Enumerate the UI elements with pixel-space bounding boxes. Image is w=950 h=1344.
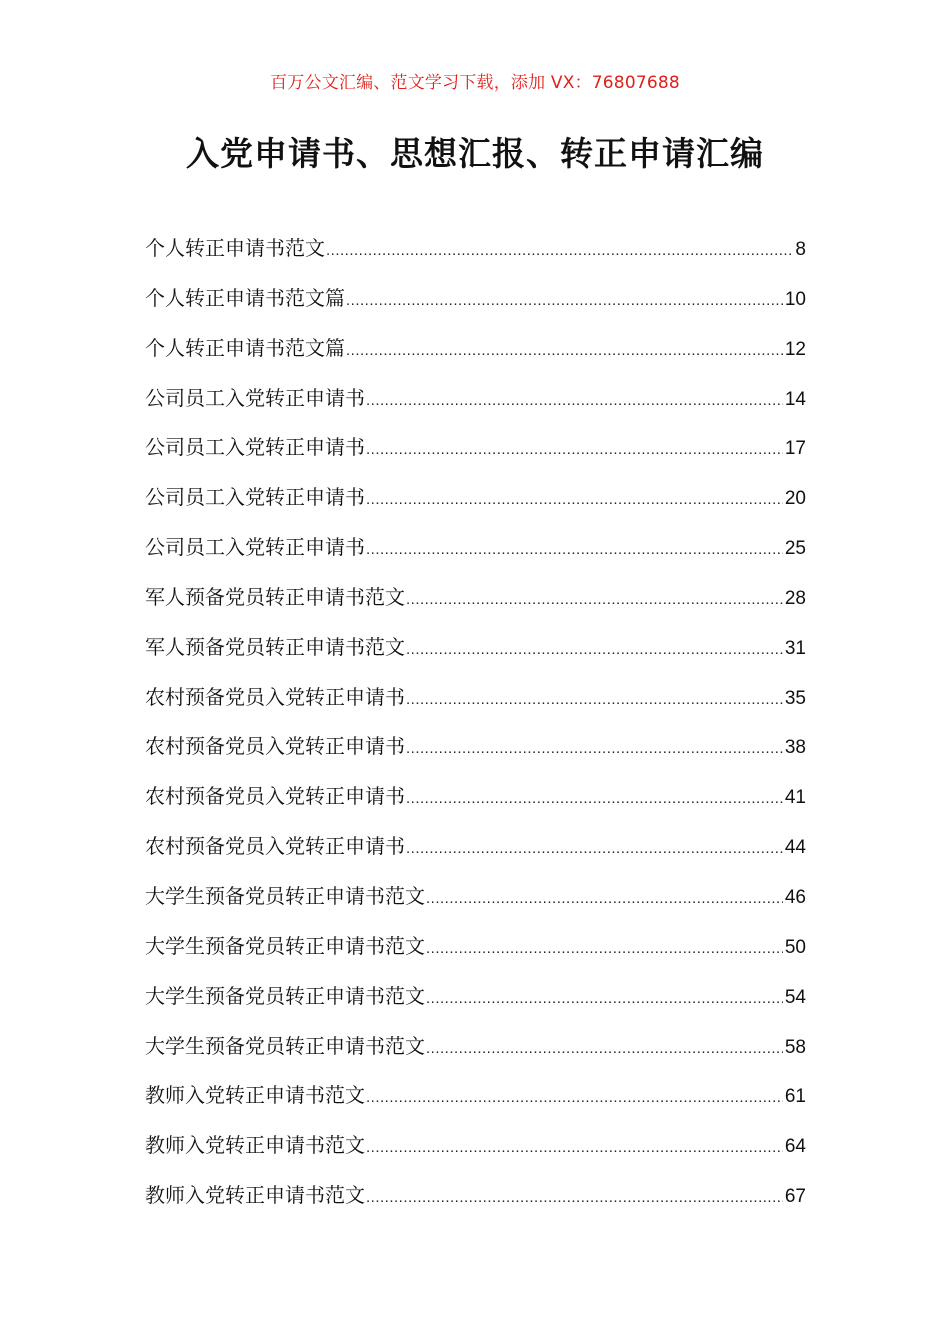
toc-entry-title: 公司员工入党转正申请书 (145, 535, 365, 560)
toc-entry[interactable] (145, 976, 806, 1026)
toc-dot-leader (346, 331, 783, 371)
toc-entry-page: 58 (784, 1036, 806, 1058)
toc-entry-page: 10 (784, 288, 806, 310)
header-note: 百万公文汇编、范文学习下载，添加 VX：76807688 (270, 73, 680, 93)
toc-entry-title: 军人预备党员转正申请书范文 (145, 584, 405, 609)
toc-entry-page: 25 (784, 538, 806, 560)
toc-entry-page: 14 (784, 388, 806, 410)
toc-entry-title: 教师入党转正申请书范文 (145, 1083, 365, 1108)
toc-entry-page: 54 (784, 986, 806, 1008)
toc-dot-leader (366, 480, 783, 520)
toc-entry[interactable] (145, 228, 806, 278)
toc-entry-page: 41 (784, 787, 806, 809)
toc-entry[interactable] (145, 1125, 806, 1175)
toc-entry[interactable] (145, 677, 806, 727)
toc-dot-leader (406, 779, 783, 819)
toc-entry-page: 17 (784, 438, 806, 460)
toc-entry-page: 12 (784, 338, 806, 360)
toc-entry-page: 50 (784, 936, 806, 958)
toc-dot-leader (406, 630, 783, 670)
toc-entry-title: 教师入党转正申请书范文 (145, 1133, 365, 1158)
toc-dot-leader (366, 530, 783, 570)
toc-entry[interactable] (145, 1026, 806, 1076)
toc-entry-page: 61 (784, 1086, 806, 1108)
toc-entry-page: 64 (784, 1136, 806, 1158)
toc-entry-title: 个人转正申请书范文篇 (145, 285, 345, 310)
toc-dot-leader (426, 929, 783, 969)
toc-entry-title: 农村预备党员入党转正申请书 (145, 834, 405, 859)
document-title: 入党申请书、思想汇报、转正申请汇编 (186, 134, 764, 173)
toc-entry-title: 个人转正申请书范文 (145, 236, 325, 260)
toc-entry-page: 35 (784, 687, 806, 709)
toc-entry[interactable] (145, 378, 806, 428)
toc-dot-leader (326, 231, 793, 271)
toc-entry[interactable] (145, 876, 806, 926)
toc-entry-title: 公司员工入党转正申请书 (145, 385, 365, 410)
table-of-contents (145, 228, 806, 1225)
toc-entry-page: 44 (784, 837, 806, 859)
toc-dot-leader (426, 1029, 783, 1069)
toc-entry[interactable] (145, 776, 806, 826)
toc-entry-title: 教师入党转正申请书范文 (145, 1183, 365, 1208)
toc-entry-page: 28 (784, 587, 806, 609)
toc-entry[interactable] (145, 577, 806, 627)
toc-entry-title: 公司员工入党转正申请书 (145, 485, 365, 510)
toc-dot-leader (366, 1078, 783, 1118)
toc-dot-leader (366, 1128, 783, 1168)
toc-entry-page: 31 (784, 637, 806, 659)
toc-entry-title: 大学生预备党员转正申请书范文 (145, 883, 425, 908)
toc-entry[interactable] (145, 527, 806, 577)
toc-entry-page: 67 (784, 1186, 806, 1208)
toc-entry-title: 大学生预备党员转正申请书范文 (145, 983, 425, 1008)
toc-entry[interactable] (145, 826, 806, 876)
toc-entry-title: 个人转正申请书范文篇 (145, 335, 345, 360)
toc-entry[interactable] (145, 1175, 806, 1225)
toc-dot-leader (426, 979, 783, 1019)
toc-entry-page: 20 (784, 488, 806, 510)
toc-dot-leader (366, 381, 783, 421)
toc-entry[interactable] (145, 926, 806, 976)
toc-dot-leader (406, 729, 783, 769)
toc-entry-title: 农村预备党员入党转正申请书 (145, 734, 405, 759)
toc-entry[interactable] (145, 427, 806, 477)
toc-entry-page: 38 (784, 737, 806, 759)
toc-entry-title: 军人预备党员转正申请书范文 (145, 634, 405, 659)
toc-entry-page: 8 (795, 239, 806, 260)
toc-entry[interactable] (145, 726, 806, 776)
toc-dot-leader (406, 680, 783, 720)
toc-entry[interactable] (145, 328, 806, 378)
toc-dot-leader (426, 879, 783, 919)
toc-entry-title: 农村预备党员入党转正申请书 (145, 684, 405, 709)
toc-dot-leader (346, 281, 783, 321)
toc-entry[interactable] (145, 477, 806, 527)
toc-dot-leader (406, 580, 783, 620)
toc-entry-title: 公司员工入党转正申请书 (145, 435, 365, 460)
toc-entry-page: 46 (784, 886, 806, 908)
toc-entry-title: 大学生预备党员转正申请书范文 (145, 1033, 425, 1058)
toc-dot-leader (406, 829, 783, 869)
toc-entry-title: 大学生预备党员转正申请书范文 (145, 933, 425, 958)
toc-dot-leader (366, 430, 783, 470)
toc-entry[interactable] (145, 1075, 806, 1125)
toc-entry[interactable] (145, 278, 806, 328)
toc-dot-leader (366, 1178, 783, 1218)
toc-entry-title: 农村预备党员入党转正申请书 (145, 784, 405, 809)
toc-entry[interactable] (145, 627, 806, 677)
